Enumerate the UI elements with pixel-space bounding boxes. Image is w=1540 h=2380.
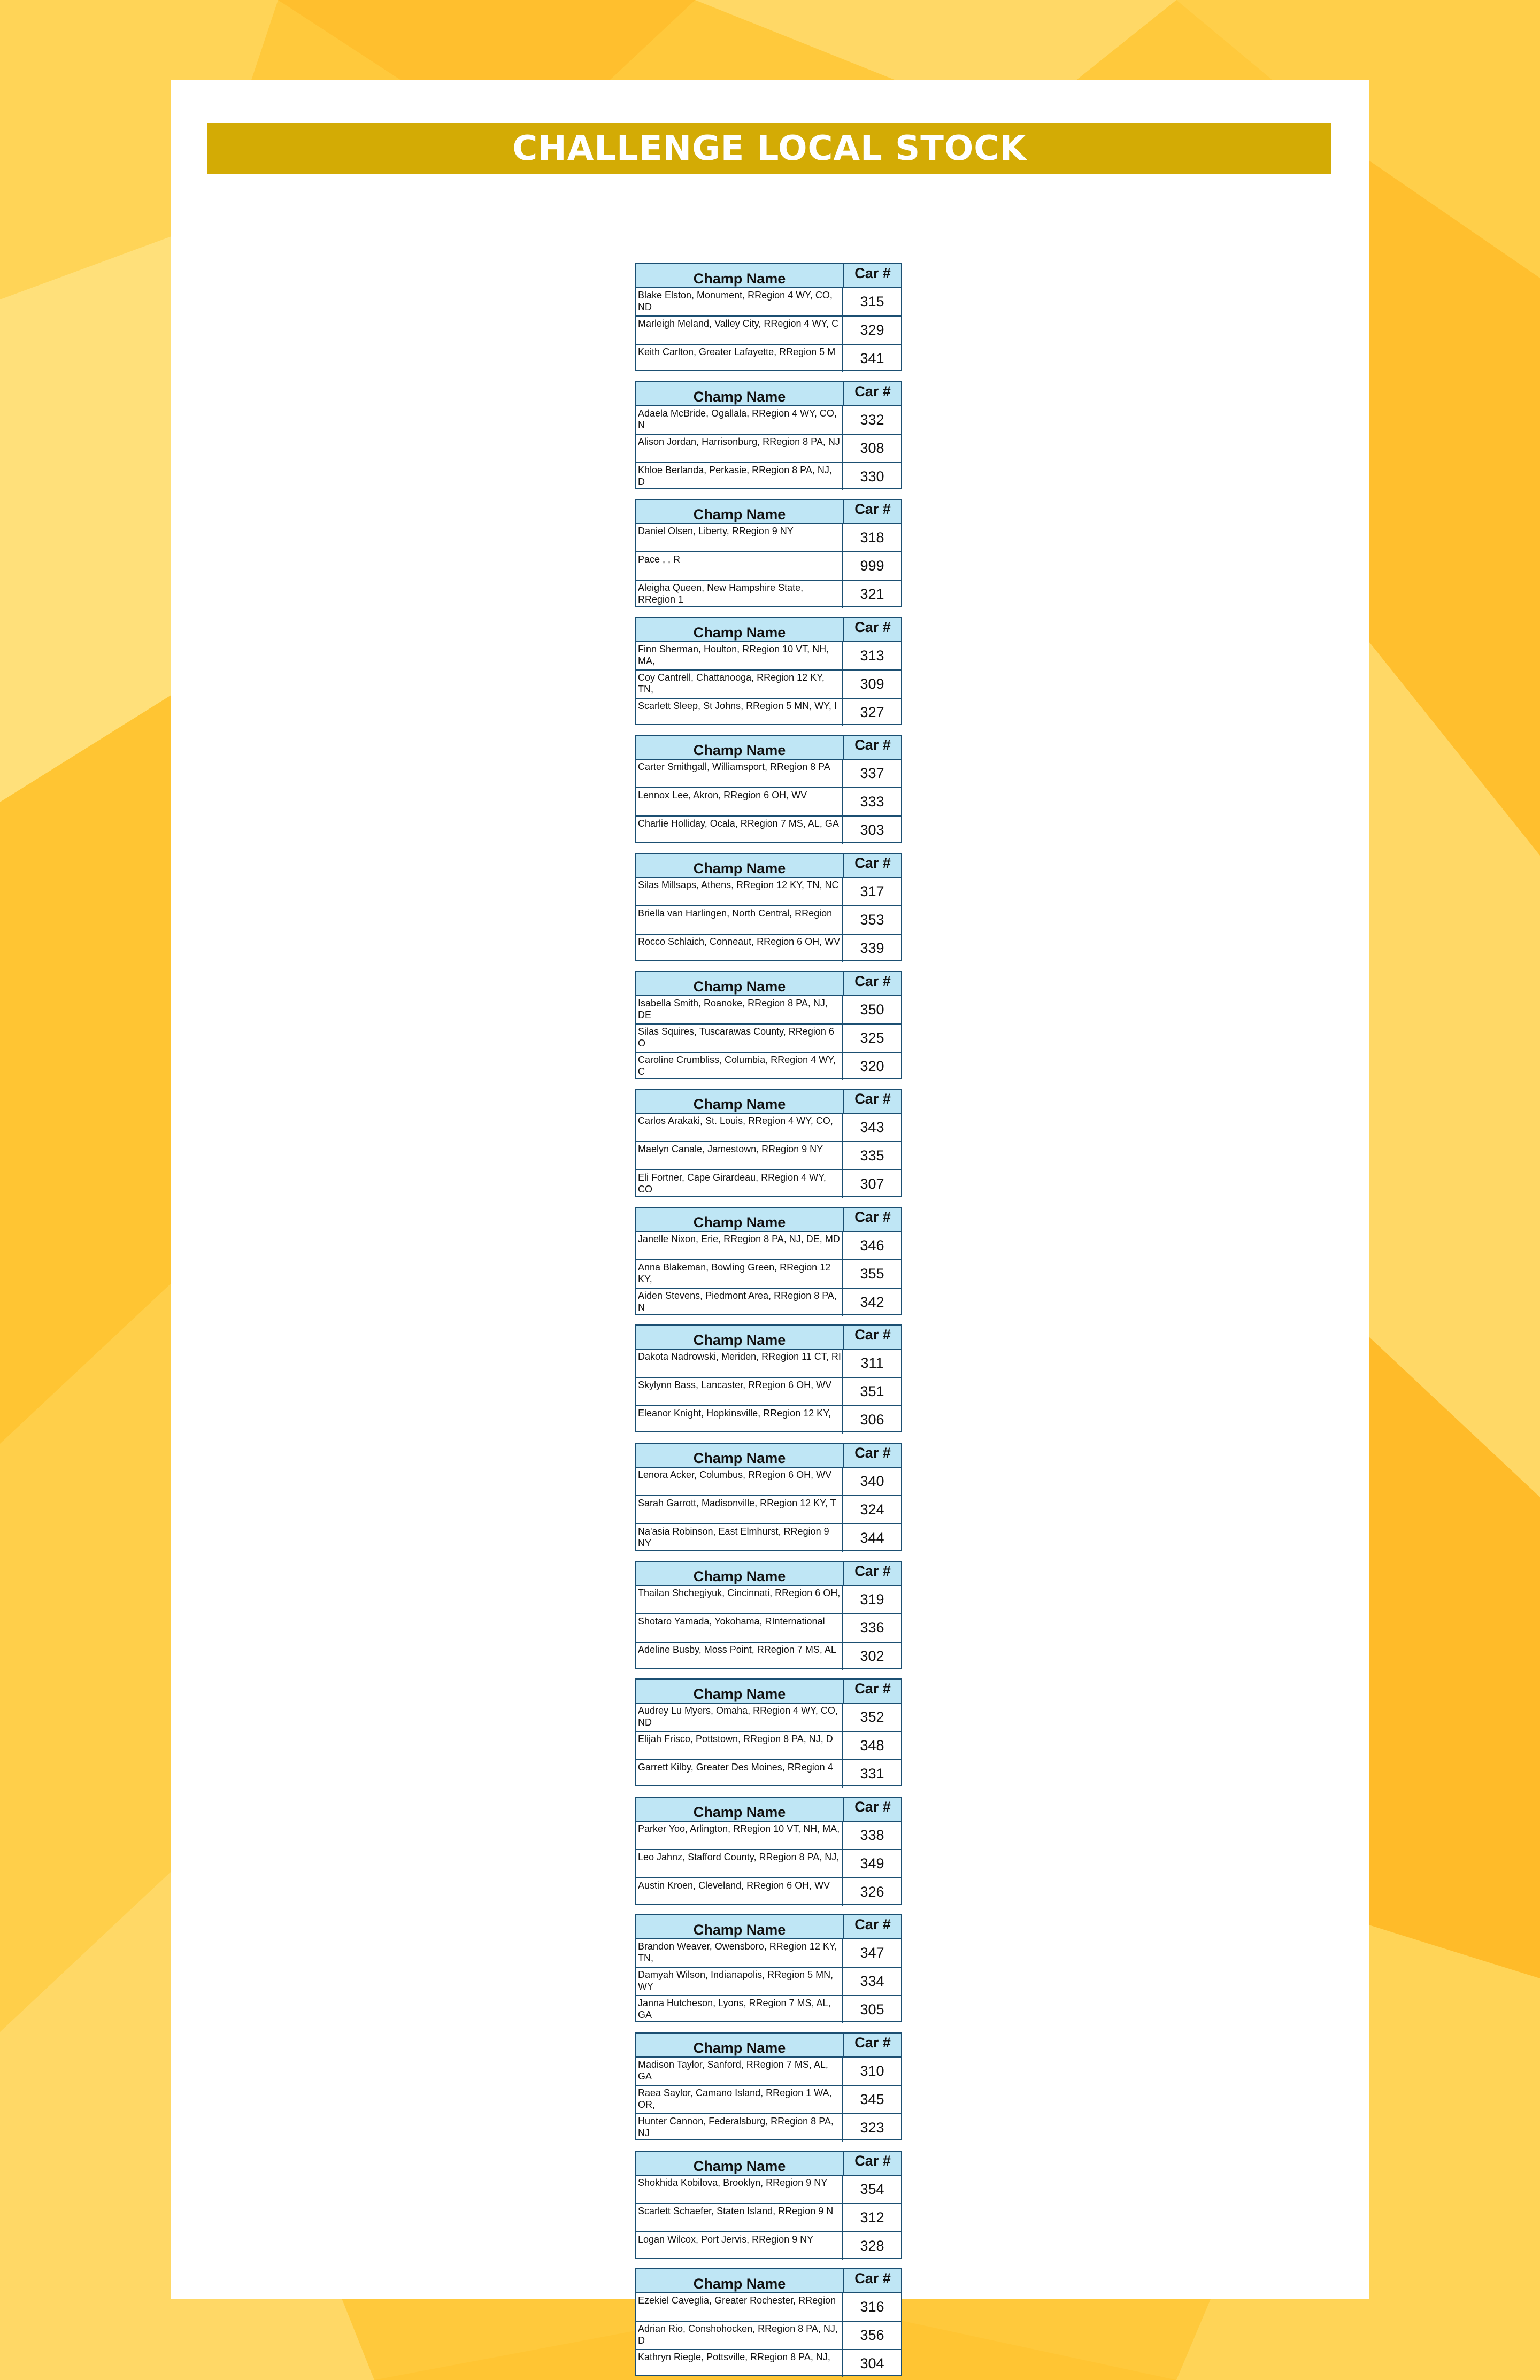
table-row — [636, 2114, 901, 2142]
table-row — [636, 699, 901, 726]
car-number-cell: 321 — [860, 586, 884, 602]
car-number-cell: 334 — [860, 1973, 884, 1989]
champ-name-cell: Na'asia Robinson, East Elmhurst, RRegion 9 NY — [636, 1524, 843, 1552]
car-number-cell: 329 — [860, 322, 884, 338]
car-number-cell: 349 — [860, 1855, 884, 1871]
champ-name-cell: Parker Yoo, Arlington, RRegion 10 VT, NH, MA, — [636, 1822, 843, 1849]
table-row — [636, 1496, 901, 1524]
champ-table — [635, 2268, 902, 2376]
champ-name-header: Champ Name — [636, 1208, 844, 1231]
table-row — [636, 1524, 901, 1552]
table-row — [636, 2086, 901, 2114]
champ-name-cell: Madison Taylor, Sanford, RRegion 7 MS, AL, GA — [636, 2058, 843, 2085]
champ-name-header: Champ Name — [636, 1444, 844, 1467]
champ-name-header: Champ Name — [636, 736, 844, 759]
champ-name-cell: Charlie Holliday, Ocala, RRegion 7 MS, AL, GA — [636, 817, 843, 844]
table-row — [636, 996, 901, 1025]
champ-name-header: Champ Name — [636, 1090, 844, 1113]
table-row — [636, 2293, 901, 2322]
table-row — [636, 935, 901, 962]
table-header — [636, 1680, 901, 1704]
champ-name-cell: Raea Saylor, Camano Island, RRegion 1 WA, OR, — [636, 2086, 843, 2113]
table-row — [636, 581, 901, 608]
table-row — [636, 2350, 901, 2377]
car-number-cell: 355 — [860, 1266, 884, 1282]
content-card — [171, 80, 1369, 2371]
champ-name-cell: Carter Smithgall, Williamsport, RRegion 8 PA — [636, 760, 843, 787]
champ-table — [635, 1443, 902, 1551]
champ-name-cell: Marleigh Meland, Valley City, RRegion 4 WY, C — [636, 317, 843, 344]
table-row — [636, 345, 901, 372]
champ-name-cell: Briella van Harlingen, North Central, RRegion — [636, 906, 843, 934]
champ-name-cell: Shokhida Kobilova, Brooklyn, RRegion 9 NY — [636, 2176, 843, 2203]
champ-name-cell: Silas Millsaps, Athens, RRegion 12 KY, TN, NC — [636, 878, 843, 905]
car-number-header: Car # — [854, 1209, 891, 1225]
champ-name-cell: Eleanor Knight, Hopkinsville, RRegion 12 KY, — [636, 1406, 843, 1434]
table-row — [636, 1968, 901, 1996]
table-row — [636, 524, 901, 552]
car-number-cell: 318 — [860, 529, 884, 545]
champ-name-cell: Pace , , R — [636, 552, 843, 580]
champ-name-cell: Scarlett Sleep, St Johns, RRegion 5 MN, WY, I — [636, 699, 843, 726]
car-number-cell: 309 — [860, 676, 884, 692]
table-row — [636, 671, 901, 699]
car-number-cell: 353 — [860, 912, 884, 928]
table-row — [636, 1468, 901, 1496]
car-number-cell: 315 — [860, 294, 884, 310]
champ-name-header: Champ Name — [636, 382, 844, 405]
table-header — [636, 736, 901, 760]
table-row — [636, 1704, 901, 1732]
champ-table — [635, 1089, 902, 1197]
car-number-cell: 340 — [860, 1473, 884, 1489]
table-row — [636, 760, 901, 788]
champ-name-cell: Silas Squires, Tuscarawas County, RRegion 6 O — [636, 1025, 843, 1052]
car-number-header: Car # — [854, 619, 891, 635]
table-row — [636, 2058, 901, 2086]
champ-table — [635, 1797, 902, 1905]
table-row — [636, 1232, 901, 1260]
champ-name-cell: Lennox Lee, Akron, RRegion 6 OH, WV — [636, 788, 843, 815]
car-number-cell: 313 — [860, 648, 884, 664]
car-number-cell: 338 — [860, 1827, 884, 1843]
champ-name-cell: Kathryn Riegle, Pottsville, RRegion 8 PA, NJ, — [636, 2350, 843, 2377]
table-row — [636, 1760, 901, 1788]
car-number-header: Car # — [854, 1327, 891, 1343]
car-number-cell: 324 — [860, 1501, 884, 1518]
table-header — [636, 854, 901, 878]
champ-name-header: Champ Name — [636, 2034, 844, 2056]
table-header — [636, 1326, 901, 1350]
champ-name-cell: Rocco Schlaich, Conneaut, RRegion 6 OH, WV — [636, 935, 843, 962]
car-number-cell: 320 — [860, 1058, 884, 1074]
table-header — [636, 2269, 901, 2293]
car-number-header: Car # — [854, 1681, 891, 1697]
car-number-cell: 306 — [860, 1412, 884, 1428]
champ-name-cell: Alison Jordan, Harrisonburg, RRegion 8 PA, NJ — [636, 435, 843, 462]
champ-table — [635, 1914, 902, 2022]
champ-name-cell: Logan Wilcox, Port Jervis, RRegion 9 NY — [636, 2232, 843, 2260]
car-number-cell: 342 — [860, 1294, 884, 1310]
car-number-cell: 304 — [860, 2355, 884, 2371]
champ-name-cell: Blake Elston, Monument, RRegion 4 WY, CO, ND — [636, 288, 843, 315]
table-header — [636, 2152, 901, 2176]
table-row — [636, 1260, 901, 1289]
champ-name-cell: Anna Blakeman, Bowling Green, RRegion 12 KY, — [636, 1260, 843, 1288]
car-number-cell: 341 — [860, 350, 884, 366]
table-row — [636, 1996, 901, 2023]
car-number-cell: 310 — [860, 2063, 884, 2079]
table-row — [636, 1822, 901, 1850]
champ-table — [635, 1324, 902, 1432]
car-number-cell: 303 — [860, 822, 884, 838]
car-number-cell: 344 — [860, 1530, 884, 1546]
champ-name-cell: Audrey Lu Myers, Omaha, RRegion 4 WY, CO, ND — [636, 1704, 843, 1731]
champ-name-cell: Dakota Nadrowski, Meriden, RRegion 11 CT, RI — [636, 1350, 843, 1377]
table-header — [636, 972, 901, 996]
champ-name-header: Champ Name — [636, 264, 844, 287]
car-number-cell: 999 — [860, 558, 884, 574]
table-header — [636, 500, 901, 524]
car-number-cell: 311 — [860, 1355, 884, 1371]
car-number-cell: 350 — [860, 1002, 884, 1018]
champ-table — [635, 1678, 902, 1786]
champ-table — [635, 971, 902, 1079]
car-number-cell: 323 — [860, 2120, 884, 2136]
table-header — [636, 1444, 901, 1468]
car-number-cell: 351 — [860, 1383, 884, 1399]
table-header — [636, 1090, 901, 1114]
title-banner — [207, 123, 1331, 174]
car-number-header: Car # — [854, 2153, 891, 2169]
car-number-cell: 316 — [860, 2299, 884, 2315]
champ-name-cell: Aiden Stevens, Piedmont Area, RRegion 8 PA, N — [636, 1289, 843, 1316]
champ-name-cell: Caroline Crumbliss, Columbia, RRegion 4 WY, C — [636, 1053, 843, 1080]
champ-name-cell: Hunter Cannon, Federalsburg, RRegion 8 PA, NJ — [636, 2114, 843, 2142]
champ-name-cell: Leo Jahnz, Stafford County, RRegion 8 PA, NJ, — [636, 1850, 843, 1877]
table-header — [636, 618, 901, 642]
champ-table — [635, 2032, 902, 2140]
table-row — [636, 1878, 901, 1906]
champ-name-cell: Finn Sherman, Houlton, RRegion 10 VT, NH, MA, — [636, 642, 843, 669]
table-header — [636, 1208, 901, 1232]
champ-name-cell: Elijah Frisco, Pottstown, RRegion 8 PA, NJ, D — [636, 1732, 843, 1759]
table-row — [636, 1350, 901, 1378]
table-header — [636, 1798, 901, 1822]
table-row — [636, 1289, 901, 1316]
champ-name-cell: Janelle Nixon, Erie, RRegion 8 PA, NJ, DE, MD — [636, 1232, 843, 1259]
champ-table — [635, 735, 902, 843]
champ-name-header: Champ Name — [636, 1915, 844, 1938]
table-row — [636, 2232, 901, 2260]
car-number-cell: 302 — [860, 1648, 884, 1664]
car-number-cell: 354 — [860, 2181, 884, 2197]
champ-table — [635, 1207, 902, 1315]
car-number-cell: 348 — [860, 1737, 884, 1753]
table-row — [636, 463, 901, 490]
table-row — [636, 1025, 901, 1053]
car-number-header: Car # — [854, 1916, 891, 1932]
champ-table — [635, 617, 902, 725]
champ-table — [635, 381, 902, 489]
car-number-cell: 328 — [860, 2238, 884, 2254]
car-number-cell: 308 — [860, 440, 884, 456]
car-number-header: Car # — [854, 855, 891, 871]
champ-name-header: Champ Name — [636, 2152, 844, 2175]
champ-name-cell: Shotaro Yamada, Yokohama, RInternational — [636, 1614, 843, 1642]
car-number-header: Car # — [854, 1563, 891, 1579]
car-number-header: Car # — [854, 737, 891, 753]
champ-name-cell: Khloe Berlanda, Perkasie, RRegion 8 PA, NJ, D — [636, 463, 843, 490]
champ-name-header: Champ Name — [636, 618, 844, 641]
car-number-cell: 356 — [860, 2327, 884, 2343]
champ-name-cell: Eli Fortner, Cape Girardeau, RRegion 4 WY, CO — [636, 1170, 843, 1198]
table-row — [636, 1586, 901, 1614]
table-row — [636, 1114, 901, 1142]
champ-name-cell: Austin Kroen, Cleveland, RRegion 6 OH, WV — [636, 1878, 843, 1906]
table-header — [636, 1915, 901, 1939]
table-row — [636, 817, 901, 844]
champ-name-cell: Isabella Smith, Roanoke, RRegion 8 PA, NJ, DE — [636, 996, 843, 1023]
table-row — [636, 2322, 901, 2350]
champ-table — [635, 263, 902, 371]
car-number-cell: 332 — [860, 412, 884, 428]
car-number-header: Car # — [854, 501, 891, 517]
champ-name-header: Champ Name — [636, 854, 844, 877]
champ-name-cell: Brandon Weaver, Owensboro, RRegion 12 KY, TN, — [636, 1939, 843, 1967]
car-number-cell: 333 — [860, 794, 884, 810]
table-row — [636, 552, 901, 581]
car-number-cell: 336 — [860, 1620, 884, 1636]
table-row — [636, 906, 901, 935]
table-row — [636, 2176, 901, 2204]
champ-name-cell: Skylynn Bass, Lancaster, RRegion 6 OH, WV — [636, 1378, 843, 1405]
car-number-cell: 343 — [860, 1119, 884, 1135]
table-row — [636, 1732, 901, 1760]
car-number-cell: 319 — [860, 1591, 884, 1607]
table-row — [636, 642, 901, 671]
car-number-header: Car # — [854, 1799, 891, 1815]
champ-name-cell: Carlos Arakaki, St. Louis, RRegion 4 WY, CO, — [636, 1114, 843, 1141]
champ-table — [635, 1561, 902, 1669]
table-header — [636, 2034, 901, 2058]
car-number-cell: 347 — [860, 1945, 884, 1961]
table-row — [636, 1170, 901, 1198]
champ-name-cell: Garrett Kilby, Greater Des Moines, RRegion 4 — [636, 1760, 843, 1788]
table-row — [636, 1406, 901, 1434]
car-number-cell: 305 — [860, 2001, 884, 2017]
car-number-header: Car # — [854, 383, 891, 399]
car-number-cell: 345 — [860, 2091, 884, 2107]
table-row — [636, 317, 901, 345]
car-number-cell: 352 — [860, 1709, 884, 1725]
champ-name-header: Champ Name — [636, 500, 844, 523]
champ-name-cell: Daniel Olsen, Liberty, RRegion 9 NY — [636, 524, 843, 551]
table-row — [636, 1053, 901, 1080]
car-number-header: Car # — [854, 265, 891, 281]
table-row — [636, 1643, 901, 1670]
champ-name-cell: Thailan Shchegiyuk, Cincinnati, RRegion 6 OH, — [636, 1586, 843, 1613]
car-number-cell: 325 — [860, 1030, 884, 1046]
table-row — [636, 1378, 901, 1406]
table-row — [636, 1142, 901, 1170]
table-row — [636, 1850, 901, 1878]
car-number-header: Car # — [854, 2035, 891, 2051]
champ-name-cell: Maelyn Canale, Jamestown, RRegion 9 NY — [636, 1142, 843, 1169]
champ-name-cell: Ezekiel Caveglia, Greater Rochester, RRegion — [636, 2293, 843, 2321]
car-number-header: Car # — [854, 1091, 891, 1107]
table-header — [636, 382, 901, 406]
champ-name-cell: Janna Hutcheson, Lyons, RRegion 7 MS, AL, GA — [636, 1996, 843, 2023]
page-title: CHALLENGE LOCAL STOCK — [512, 129, 1027, 168]
car-number-header: Car # — [854, 973, 891, 989]
table-row — [636, 878, 901, 906]
car-number-cell: 331 — [860, 1766, 884, 1782]
champ-name-cell: Scarlett Schaefer, Staten Island, RRegion 9 N — [636, 2204, 843, 2231]
table-row — [636, 406, 901, 435]
champ-table — [635, 499, 902, 607]
champ-table — [635, 853, 902, 961]
car-number-cell: 312 — [860, 2209, 884, 2225]
champ-name-cell: Lenora Acker, Columbus, RRegion 6 OH, WV — [636, 1468, 843, 1495]
champ-name-cell: Damyah Wilson, Indianapolis, RRegion 5 MN, WY — [636, 1968, 843, 1995]
champ-name-header: Champ Name — [636, 2269, 844, 2292]
champ-name-cell: Sarah Garrott, Madisonville, RRegion 12 KY, T — [636, 1496, 843, 1523]
table-header — [636, 264, 901, 288]
champ-name-cell: Keith Carlton, Greater Lafayette, RRegion 5 M — [636, 345, 843, 372]
car-number-cell: 337 — [860, 765, 884, 781]
champ-name-header: Champ Name — [636, 1798, 844, 1821]
table-row — [636, 288, 901, 317]
table-row — [636, 2204, 901, 2232]
car-number-cell: 346 — [860, 1237, 884, 1253]
car-number-cell: 317 — [860, 883, 884, 899]
car-number-header: Car # — [854, 2270, 891, 2286]
car-number-cell: 326 — [860, 1884, 884, 1900]
champ-name-header: Champ Name — [636, 972, 844, 995]
table-row — [636, 435, 901, 463]
car-number-cell: 307 — [860, 1176, 884, 1192]
table-row — [636, 1614, 901, 1643]
champ-name-cell: Adeline Busby, Moss Point, RRegion 7 MS, AL — [636, 1643, 843, 1670]
car-number-cell: 339 — [860, 940, 884, 956]
champ-name-header: Champ Name — [636, 1326, 844, 1349]
table-header — [636, 1562, 901, 1586]
champ-table — [635, 2151, 902, 2259]
car-number-header: Car # — [854, 1445, 891, 1461]
table-row — [636, 1939, 901, 1968]
champ-name-cell: Adaela McBride, Ogallala, RRegion 4 WY, CO, N — [636, 406, 843, 434]
car-number-cell: 330 — [860, 468, 884, 484]
champ-name-cell: Aleigha Queen, New Hampshire State, RRegion 1 — [636, 581, 843, 608]
champ-name-header: Champ Name — [636, 1562, 844, 1585]
table-row — [636, 788, 901, 817]
champ-name-cell: Coy Cantrell, Chattanooga, RRegion 12 KY, TN, — [636, 671, 843, 698]
car-number-cell: 335 — [860, 1147, 884, 1164]
champ-name-header: Champ Name — [636, 1680, 844, 1703]
car-number-cell: 327 — [860, 704, 884, 720]
champ-name-cell: Adrian Rio, Conshohocken, RRegion 8 PA, NJ, D — [636, 2322, 843, 2349]
